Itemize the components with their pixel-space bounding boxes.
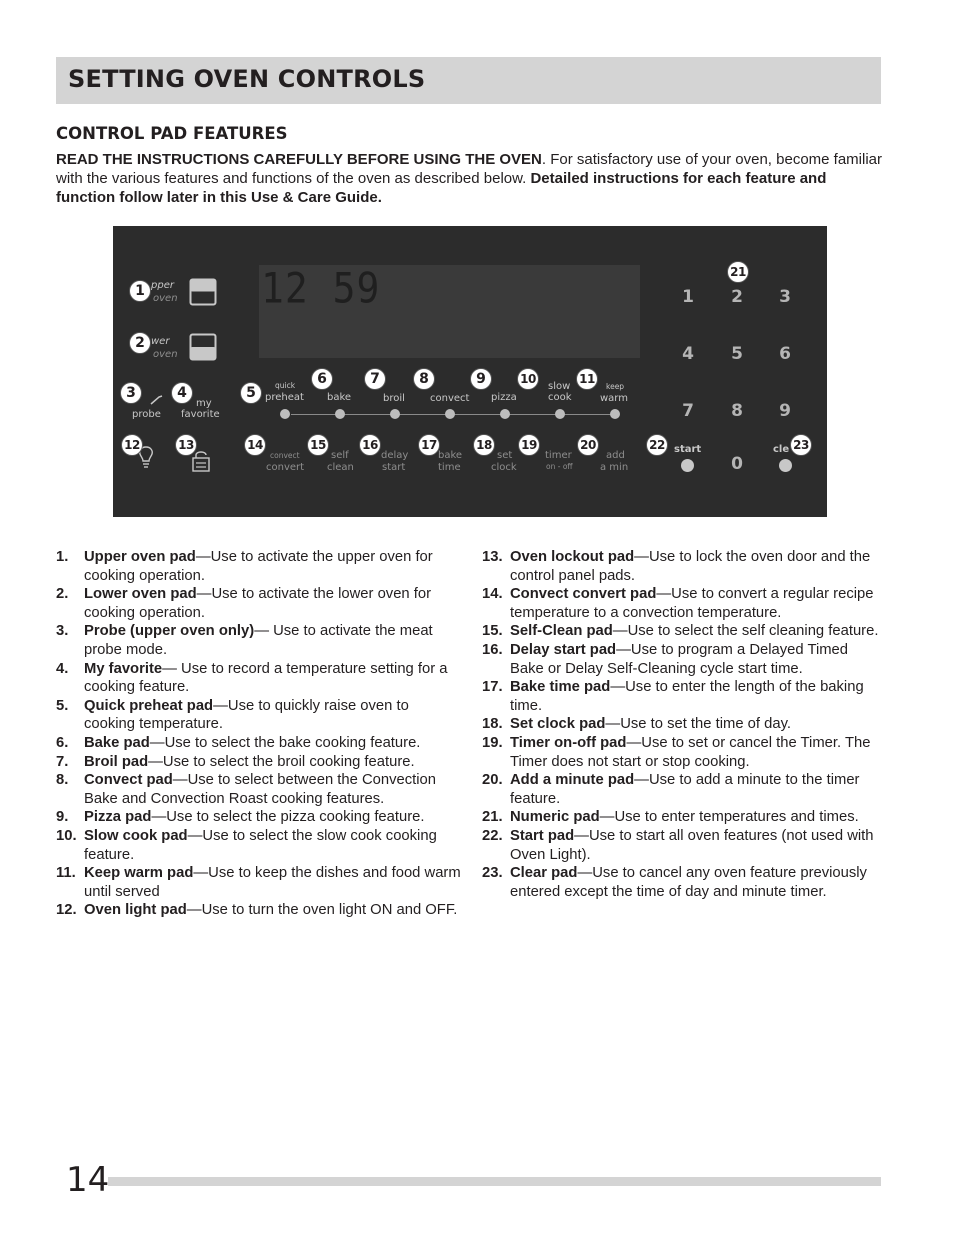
broil-label: broil <box>383 393 405 404</box>
numeric-key-1: 1 <box>682 287 694 307</box>
numeric-key-5: 5 <box>731 344 743 364</box>
list-item: 4. My favorite— Use to record a temperature setting for a cooking feature. <box>56 660 448 696</box>
list-item: 18. Set clock pad—Use to set the time of day. <box>482 716 791 733</box>
convert-label: convert <box>266 462 305 473</box>
list-item: 23. Clear pad—Use to cancel any oven feature previously entered except the time of day and minute timer. <box>482 865 867 900</box>
intro-text-1: . For satisfactory use of your oven, become familiar with the various features and functions of the oven as described below. <box>56 151 883 187</box>
list-item: 14. Convect convert pad—Use to convert a regular recipe temperature to a convection temperature. <box>482 586 874 621</box>
broil-led <box>390 409 400 419</box>
list-item: 21. Numeric pad—Use to enter temperatures and times. <box>482 809 859 826</box>
callout-6: 6 <box>311 368 333 390</box>
add-label: add <box>606 450 625 461</box>
numeric-key-0: 0 <box>731 454 743 474</box>
list-item: 9. Pizza pad—Use to select the pizza cooking feature. <box>56 809 425 826</box>
clean-label: clean <box>327 462 354 473</box>
list-item: 19. Timer on-off pad—Use to set or cancel the Timer. The Timer does not start or stop cooking. <box>482 734 871 770</box>
list-item: 10. Slow cook pad—Use to select the slow cook cooking feature. <box>56 827 437 863</box>
callout-19: 19 <box>518 434 540 456</box>
callout-10: 10 <box>517 368 539 390</box>
callout-14: 14 <box>244 434 266 456</box>
bake-time-label-1: bake <box>438 450 463 461</box>
callout-17: 17 <box>418 434 440 456</box>
callout-5: 5 <box>240 382 262 404</box>
my-favorite-label-2: favorite <box>181 409 220 420</box>
upper-oven-icon <box>189 278 217 306</box>
bake-label: bake <box>327 392 352 403</box>
control-panel-diagram <box>113 226 827 517</box>
callout-12: 12 <box>121 434 143 456</box>
intro-bold-2: Detailed instructions for each feature and function follow later in this Use & Care Guide. <box>56 170 827 206</box>
keep-warm-led <box>610 409 620 419</box>
callout-22: 22 <box>646 434 668 456</box>
numeric-key-7: 7 <box>682 401 694 421</box>
probe-label: probe <box>132 409 161 420</box>
convect-led <box>445 409 455 419</box>
convect-small-label: convect <box>270 451 300 460</box>
numeric-key-4: 4 <box>682 344 694 364</box>
convect-label: convect <box>430 393 470 404</box>
delay-label: delay <box>381 450 409 461</box>
callout-13: 13 <box>175 434 197 456</box>
section-title: CONTROL PAD FEATURES <box>56 124 288 143</box>
callout-7: 7 <box>364 368 386 390</box>
list-item: 1. Upper oven pad—Use to activate the upper oven for cooking operation. <box>56 549 433 584</box>
list-item: 12. Oven light pad—Use to turn the oven light ON and OFF. <box>56 902 458 919</box>
list-item: 8. Convect pad—Use to select between the Convection Bake and Convection Roast cooking features. <box>56 772 436 807</box>
list-item: 20. Add a minute pad—Use to add a minute to the timer feature. <box>482 772 860 807</box>
callout-15: 15 <box>307 434 329 456</box>
pizza-label: pizza <box>491 392 517 403</box>
oven-lockout-icon <box>191 450 211 472</box>
warm-label: warm <box>600 393 628 404</box>
list-item: 7. Broil pad—Use to select the broil cooking feature. <box>56 753 415 770</box>
display-readout: 12 59 <box>261 263 381 313</box>
lower-oven-label-2: oven <box>153 349 178 360</box>
list-item: 11. Keep warm pad—Use to keep the dishes and food warm until served <box>56 865 461 900</box>
features-list-right <box>482 548 882 901</box>
upper-oven-label-2: oven <box>153 293 178 304</box>
preheat-led <box>280 409 290 419</box>
numeric-key-9: 9 <box>779 401 791 421</box>
probe-icon <box>149 394 165 406</box>
callout-8: 8 <box>413 368 435 390</box>
callout-21: 21 <box>727 261 749 283</box>
list-item: 15. Self-Clean pad—Use to select the self cleaning feature. <box>482 623 879 640</box>
bake-led <box>335 409 345 419</box>
callout-3: 3 <box>120 382 142 404</box>
callout-4: 4 <box>171 382 193 404</box>
list-item: 22. Start pad—Use to start all oven features (not used with Oven Light). <box>482 827 874 863</box>
slow-label: slow <box>548 381 571 392</box>
list-item: 5. Quick preheat pad—Use to quickly raise oven to cooking temperature. <box>56 697 409 733</box>
preheat-label: preheat <box>265 392 304 403</box>
slow-cook-led <box>555 409 565 419</box>
pizza-led <box>500 409 510 419</box>
footer-bar <box>108 1177 881 1186</box>
a-min-label: a min <box>600 462 629 473</box>
keep-label: keep <box>606 382 625 391</box>
lower-oven-icon <box>189 333 217 361</box>
callout-9: 9 <box>470 368 492 390</box>
numeric-key-3: 3 <box>779 287 791 307</box>
callout-16: 16 <box>359 434 381 456</box>
header-bar <box>56 57 881 104</box>
clock-label: clock <box>491 462 517 473</box>
callout-20: 20 <box>577 434 599 456</box>
numeric-key-8: 8 <box>731 401 743 421</box>
quick-label: quick <box>275 381 296 390</box>
page-title: SETTING OVEN CONTROLS <box>68 65 426 93</box>
page-number: 14 <box>66 1160 110 1200</box>
callout-18: 18 <box>473 434 495 456</box>
set-label: set <box>497 450 513 461</box>
start-led <box>681 459 694 472</box>
my-favorite-label-1: my <box>196 398 212 409</box>
list-item: 16. Delay start pad—Use to program a Delayed Timed Bake or Delay Self-Cleaning cycle start time. <box>482 641 849 677</box>
features-list-left <box>56 548 461 920</box>
intro-bold-1: READ THE INSTRUCTIONS CAREFULLY BEFORE USING THE OVEN <box>56 151 542 168</box>
bake-time-label-2: time <box>438 462 461 473</box>
start-key-label: start <box>674 444 702 455</box>
start-label: start <box>382 462 406 473</box>
upper-oven-label-1: pper <box>151 280 174 291</box>
list-item: 6. Bake pad—Use to select the bake cooking feature. <box>56 734 421 751</box>
clear-key-label: cle <box>773 444 790 455</box>
on-off-label: on - off <box>546 462 573 471</box>
list-item: 3. Probe (upper oven only)— Use to activate the meat probe mode. <box>56 623 433 658</box>
list-item: 2. Lower oven pad—Use to activate the lower oven for cooking operation. <box>56 586 432 621</box>
list-item: 13. Oven lockout pad—Use to lock the oven door and the control panel pads. <box>482 549 871 584</box>
numeric-key-6: 6 <box>779 344 791 364</box>
self-label: self <box>331 450 349 461</box>
callout-1: 1 <box>129 280 151 302</box>
timer-label: timer <box>545 450 572 461</box>
callout-2: 2 <box>129 332 151 354</box>
list-item: 17. Bake time pad—Use to enter the length of the baking time. <box>482 679 864 714</box>
lower-oven-label-1: wer <box>151 336 170 347</box>
cook-label: cook <box>548 392 572 403</box>
numeric-key-2: 2 <box>731 287 743 307</box>
intro-paragraph <box>56 150 886 207</box>
callout-11: 11 <box>576 368 598 390</box>
callout-23: 23 <box>790 434 812 456</box>
clear-led <box>779 459 792 472</box>
